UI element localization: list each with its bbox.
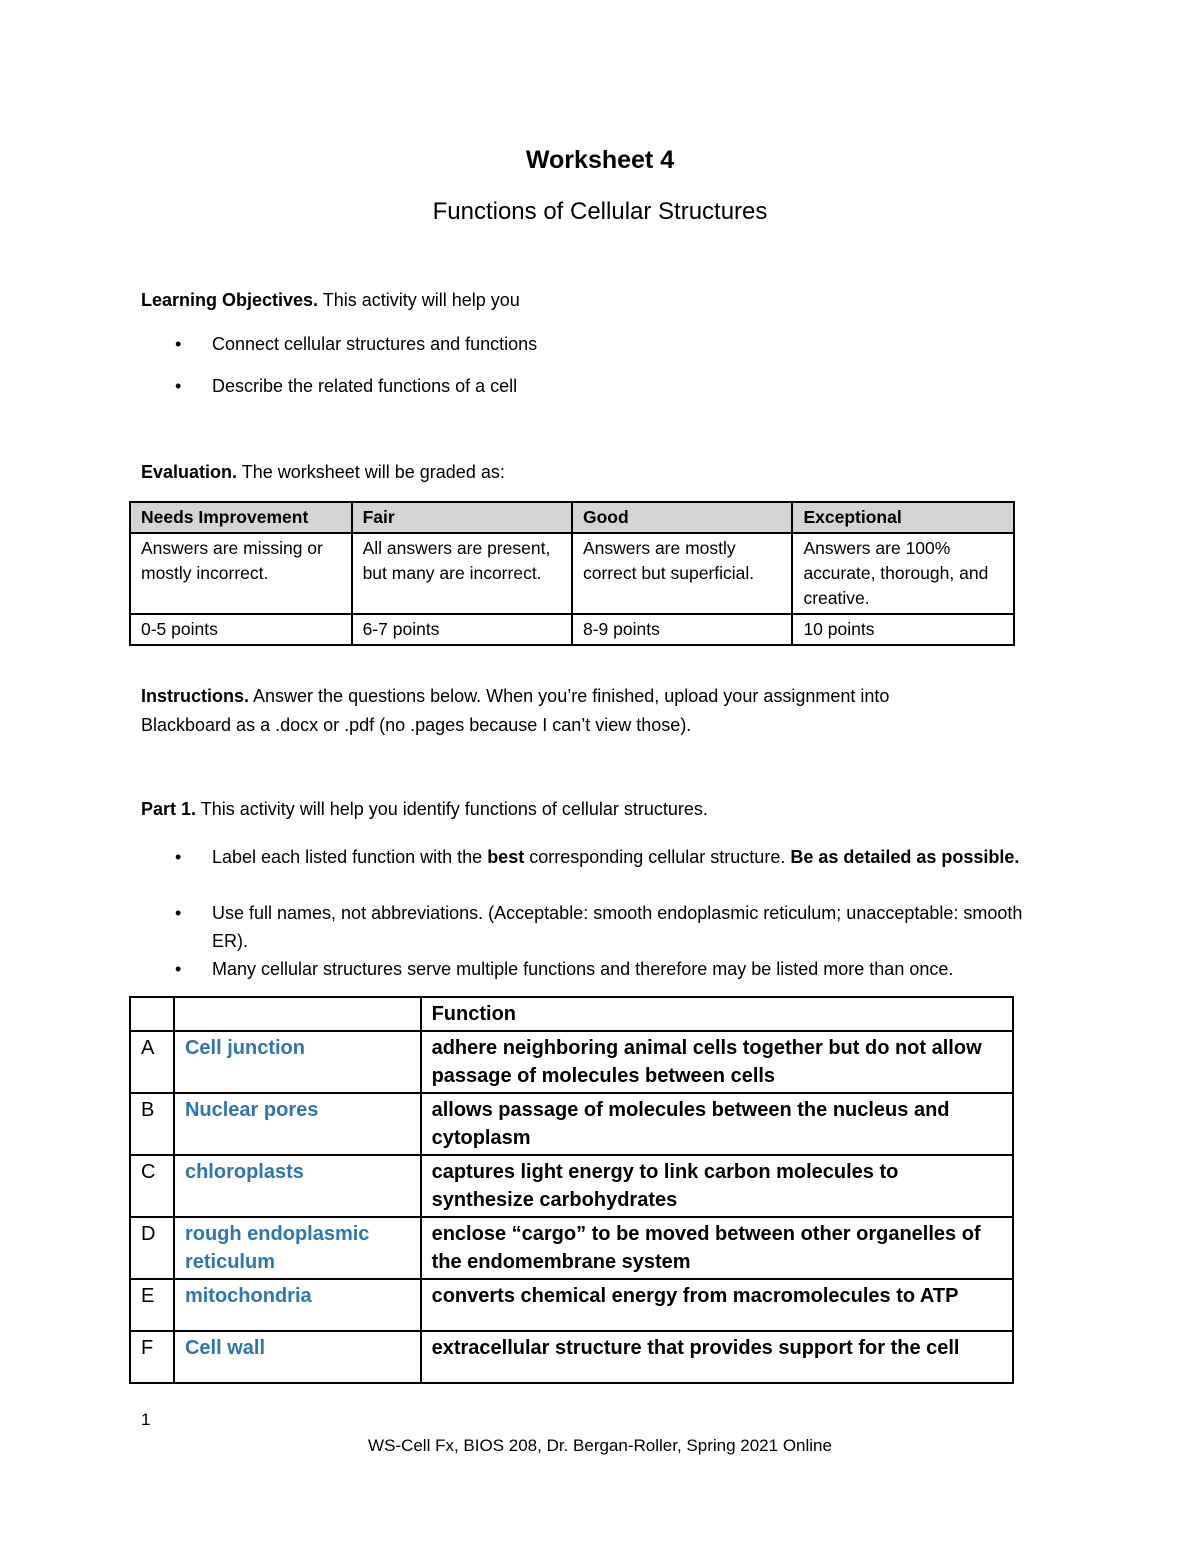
table-row bbox=[130, 1279, 1013, 1331]
bullet-text: Label each listed function with the bbox=[212, 847, 488, 867]
bullet-icon: • bbox=[175, 376, 182, 396]
page-footer: WS-Cell Fx, BIOS 208, Dr. Bergan-Roller, Spring 2021 Online bbox=[368, 1436, 832, 1455]
rubric-header: Needs Improvement bbox=[130, 502, 352, 533]
row-letter: A bbox=[130, 1031, 174, 1093]
function-text bbox=[421, 1031, 1013, 1093]
page-title: Worksheet 4 bbox=[525, 146, 675, 174]
rubric-points: 10 points bbox=[792, 614, 1014, 645]
page-subtitle: Functions of Cellular Structures bbox=[432, 198, 768, 225]
objectives-label: Learning Objectives. bbox=[141, 290, 319, 310]
rubric-points: 0-5 points bbox=[130, 614, 352, 645]
structure-answer[interactable]: rough endoplasmic reticulum bbox=[174, 1217, 421, 1279]
bullet-icon: • bbox=[175, 903, 182, 923]
row-letter: D bbox=[130, 1217, 174, 1279]
rubric-description: Answers are missing or mostly incorrect. bbox=[130, 533, 352, 614]
instructions bbox=[141, 682, 981, 740]
structure-answer[interactable]: chloroplasts bbox=[174, 1155, 421, 1217]
rubric-header: Good bbox=[572, 502, 792, 533]
evaluation-intro bbox=[141, 462, 505, 483]
function-part: allow passage of molecules between cells bbox=[431, 1037, 982, 1087]
part1-label: Part 1. bbox=[141, 799, 197, 819]
objective-item bbox=[175, 334, 538, 355]
empty-header-cell bbox=[174, 997, 421, 1031]
structure-answer[interactable]: Cell wall bbox=[174, 1331, 421, 1383]
rubric-points: 6-7 points bbox=[352, 614, 572, 645]
instructions-label: Instructions. bbox=[141, 686, 250, 706]
rubric-points-row bbox=[130, 614, 1014, 645]
function-text: allows passage of molecules between the nucleus and cytoplasm bbox=[421, 1093, 1013, 1155]
function-emphasis: not bbox=[894, 1037, 927, 1059]
function-part: adhere neighboring animal cells together but do bbox=[431, 1037, 895, 1059]
part1-text: This activity will help you identify functions of cellular structures. bbox=[196, 799, 708, 819]
bullet-text: corresponding cellular structure. bbox=[524, 847, 791, 867]
function-text: converts chemical energy from macromolecules to ATP bbox=[421, 1279, 1013, 1331]
evaluation-label: Evaluation. bbox=[141, 462, 238, 482]
evaluation-text: The worksheet will be graded as: bbox=[237, 462, 505, 482]
bullet-text: Use full names, not abbreviations. (Acceptable: smooth endoplasmic reticulum; unacceptable: smooth ER). bbox=[212, 903, 1023, 951]
bullet-text: Many cellular structures serve multiple functions and therefore may be listed more than once. bbox=[212, 959, 954, 979]
structure-function-table bbox=[129, 996, 1014, 1384]
bullet-emphasis: Be as detailed as possible. bbox=[790, 847, 1020, 867]
rubric-header: Exceptional bbox=[792, 502, 1014, 533]
table-row bbox=[130, 1093, 1013, 1155]
row-letter: E bbox=[130, 1279, 174, 1331]
rubric-description: Answers are mostly correct but superficial. bbox=[572, 533, 792, 614]
bullet-icon: • bbox=[175, 959, 182, 979]
function-header: Function bbox=[421, 997, 1013, 1031]
part1-bullet bbox=[175, 899, 1042, 955]
objective-item bbox=[175, 376, 518, 397]
bullet-icon: • bbox=[175, 334, 182, 354]
empty-header-cell bbox=[130, 997, 174, 1031]
table-row bbox=[130, 1331, 1013, 1383]
bullet-emphasis: best bbox=[487, 847, 525, 867]
part1-bullet bbox=[175, 955, 1052, 983]
function-text: enclose “cargo” to be moved between other organelles of the endomembrane system bbox=[421, 1217, 1013, 1279]
objectives-intro: This activity will help you bbox=[318, 290, 520, 310]
part1-intro bbox=[141, 799, 708, 820]
objective-text: Describe the related functions of a cell bbox=[212, 376, 518, 396]
table-row bbox=[130, 1155, 1013, 1217]
rubric-header-row bbox=[130, 502, 1014, 533]
table-header-row bbox=[130, 997, 1013, 1031]
rubric-description: All answers are present, but many are incorrect. bbox=[352, 533, 572, 614]
rubric-description: Answers are 100% accurate, thorough, and creative. bbox=[792, 533, 1014, 614]
row-letter: C bbox=[130, 1155, 174, 1217]
learning-objectives bbox=[141, 290, 520, 311]
row-letter: F bbox=[130, 1331, 174, 1383]
structure-answer[interactable]: Nuclear pores bbox=[174, 1093, 421, 1155]
rubric-points: 8-9 points bbox=[572, 614, 792, 645]
structure-answer[interactable]: mitochondria bbox=[174, 1279, 421, 1331]
part1-bullet bbox=[175, 843, 1032, 871]
function-text: extracellular structure that provides support for the cell bbox=[421, 1331, 1013, 1383]
objective-text: Connect cellular structures and functions bbox=[212, 334, 538, 354]
table-row bbox=[130, 1031, 1013, 1093]
row-letter: B bbox=[130, 1093, 174, 1155]
rubric-description-row bbox=[130, 533, 1014, 614]
table-row bbox=[130, 1217, 1013, 1279]
structure-answer[interactable]: Cell junction bbox=[174, 1031, 421, 1093]
grading-rubric-table bbox=[129, 501, 1015, 646]
bullet-icon: • bbox=[175, 847, 182, 867]
rubric-header: Fair bbox=[352, 502, 572, 533]
function-text: captures light energy to link carbon molecules to synthesize carbohydrates bbox=[421, 1155, 1013, 1217]
page-number: 1 bbox=[141, 1410, 151, 1429]
instructions-text: Answer the questions below. When you’re finished, upload your assignment into Blackboard as a .docx or .pdf (no .pages because I can’t view those). bbox=[141, 686, 890, 735]
